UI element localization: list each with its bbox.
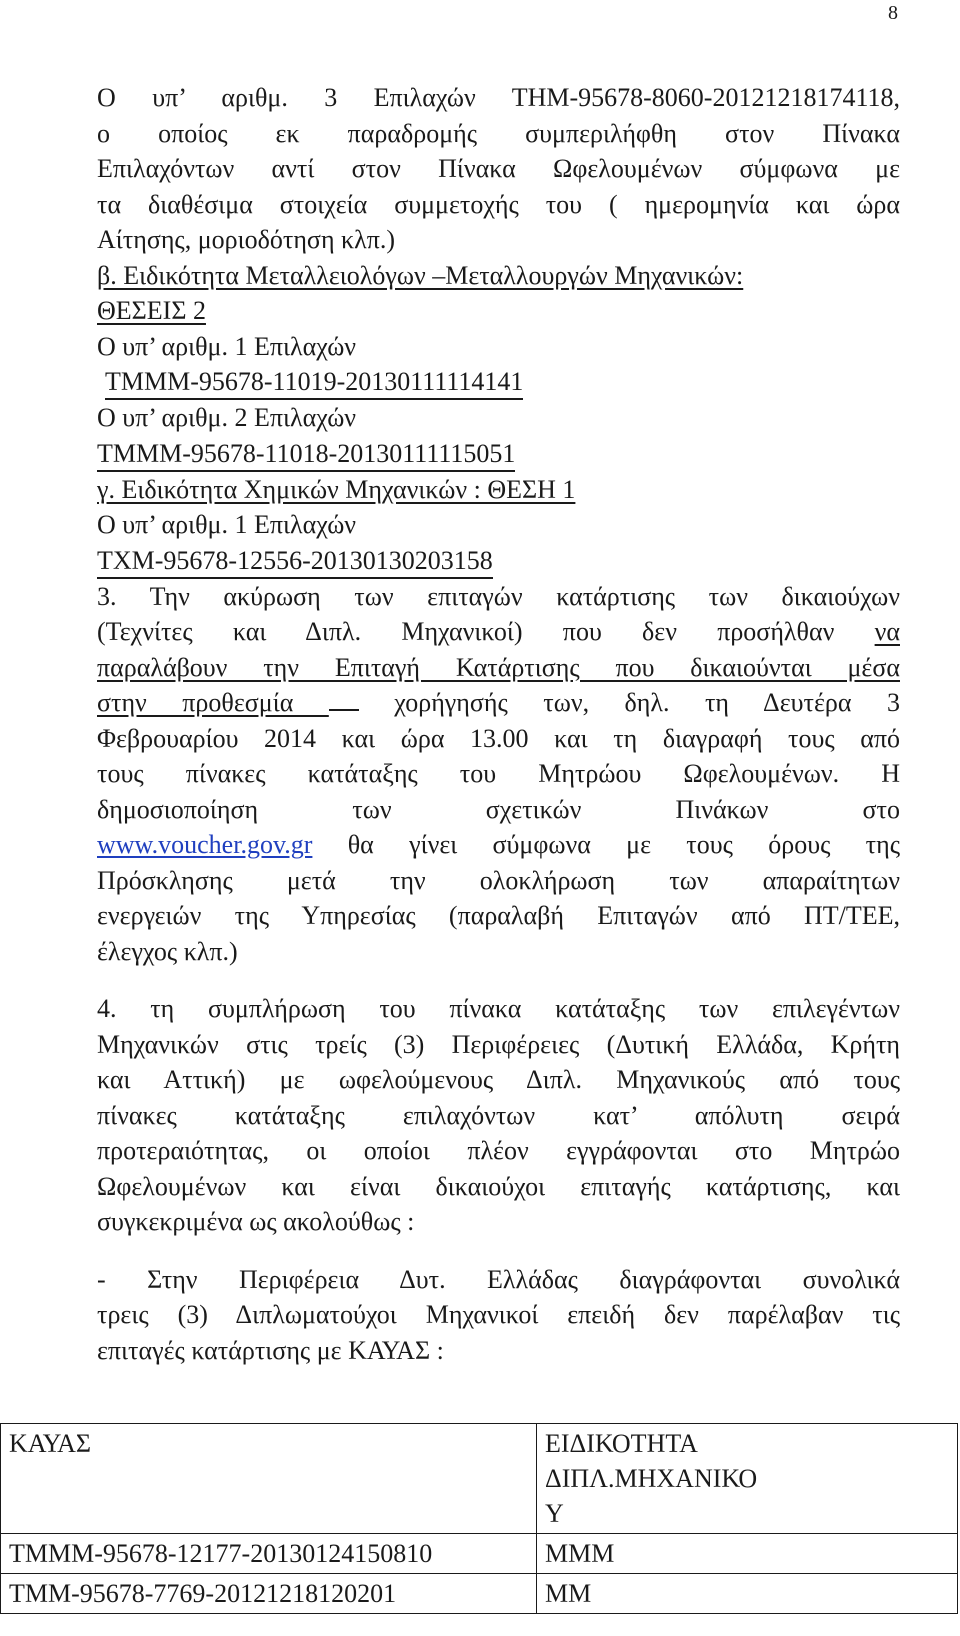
text-line: συγκεκριμένα ως ακολούθως : [97, 1207, 415, 1236]
kayas-table [0, 1423, 958, 1614]
text-line: τα διαθέσιμα στοιχεία συμμετοχής του ( ημερομηνία και ώρα [97, 189, 900, 219]
text-line: τρεις (3) Διπλωματούχοι Μηχανικοί επειδή δεν παρέλαβαν τις [97, 1300, 900, 1329]
section-b-heading-positions: ΘΕΣΕΙΣ 2 [97, 296, 206, 325]
section-c-heading: γ. Ειδικότητα Χημικών Μηχανικών : ΘΕΣΗ 1 [97, 474, 576, 504]
text-line: δημοσιοποίηση των σχετικών Πινάκων στο [97, 794, 900, 824]
text-line: - Στην Περιφέρεια Δυτ. Ελλάδας διαγράφονται συνολικά [97, 1264, 900, 1294]
text-line: 4. τη συμπλήρωση του πίνακα κατάταξης των επιλεγέντων [97, 994, 900, 1023]
text-line: ο οποίος εκ παραδρομής συμπεριλήφθη στον Πίνακα [97, 118, 900, 148]
text-line: Ο υπ’ αριθμ. 3 Επιλαχών ΤΗΜ-95678-8060-20121218174118, [97, 83, 900, 112]
kayas-cell: ΤΜΜ-95678-7769-20121218120201 [1, 1574, 537, 1614]
candidate-label: Ο υπ’ αριθμ. 2 Επιλαχών [97, 403, 357, 432]
table-row [1, 1534, 958, 1574]
text-line: 3. Την ακύρωση των επιταγών κατάρτισης των δικαιούχων [97, 581, 900, 611]
candidate-id: ΤΧΜ-95678-12556-20130130203158 [97, 543, 900, 579]
text-line: παραλάβουν την Επιταγή Κατάρτισης που δικαιούνται μέσα [97, 652, 900, 682]
text-line: πίνακες κατάταξης επιλαχόντων κατ’ απόλυτη σειρά [97, 1100, 900, 1130]
text-line: Αίτησης, μοριοδότηση κλπ.) [97, 225, 396, 254]
text-line: (Τεχνίτες και Διπλ. Μηχανικοί) που δεν προσήλθαν να [97, 617, 900, 646]
text-line: Μηχανικών στις τρείς (3) Περιφέρειες (Δυτική Ελλάδα, Κρήτη [97, 1029, 900, 1059]
candidate-id: ΤΜΜΜ-95678-11019-20130111114141 [97, 364, 900, 400]
candidate-label: Ο υπ’ αριθμ. 1 Επιλαχών [97, 331, 357, 361]
section-b-heading: β. Ειδικότητα Μεταλλειολόγων –Μεταλλουργών Μηχανικών: [97, 260, 744, 290]
specialty-cell: ΜΜΜ [537, 1534, 958, 1574]
kayas-cell: ΤΜΜΜ-95678-12177-20130124150810 [1, 1534, 537, 1574]
candidate-label: Ο υπ’ αριθμ. 1 Επιλαχών [97, 510, 357, 539]
page-number: 8 [888, 2, 898, 24]
text-line: στην προθεσμία χορήγησής των, δηλ. τη Δευτέρα 3 [97, 685, 900, 721]
text-line: έλεγχος κλπ.) [97, 936, 238, 966]
text-line: www.voucher.gov.gr θα γίνει σύμφωνα με τους όρους της [97, 830, 900, 859]
text-line: και Αττική) με ωφελούμενους Διπλ. Μηχανικούς από τους [97, 1065, 900, 1094]
specialty-cell: ΜΜ [537, 1574, 958, 1614]
table-row [1, 1574, 958, 1614]
voucher-link[interactable]: www.voucher.gov.gr [97, 830, 313, 859]
table-header-row [1, 1424, 958, 1534]
text-line: Φεβρουαρίου 2014 και ώρα 13.00 και τη διαγραφή τους από [97, 723, 900, 753]
text-line: επιταγές κατάρτισης με ΚΑΥΑΣ : [97, 1335, 444, 1365]
text-line: Ωφελουμένων και είναι δικαιούχοι επιταγής κατάρτισης, και [97, 1171, 900, 1201]
text-line: Επιλαχόντων αντί στον Πίνακα Ωφελουμένων σύμφωνα με [97, 154, 900, 183]
text-line: Πρόσκλησης μετά την ολοκλήρωση των απαραίτητων [97, 865, 900, 895]
candidate-id: ΤΜΜΜ-95678-11018-20130111115051 [97, 436, 900, 472]
text-line: τους πίνακες κατάταξης του Μητρώου Ωφελουμένων. Η [97, 759, 900, 788]
text-line: προτεραιότητας, οι οποίοι πλέον εγγράφονται στο Μητρώο [97, 1136, 900, 1165]
text-line: ενεργειών της Υπηρεσίας (παραλαβή Επιταγών από ΠΤ/ΤΕΕ, [97, 901, 900, 930]
document-body [97, 80, 900, 1368]
header-kayas: ΚΑΥΑΣ [1, 1424, 537, 1534]
header-specialty: ΕΙΔΙΚΟΤΗΤΑ ΔΙΠΛ.ΜΗΧΑΝΙΚΟ Υ [537, 1424, 958, 1534]
